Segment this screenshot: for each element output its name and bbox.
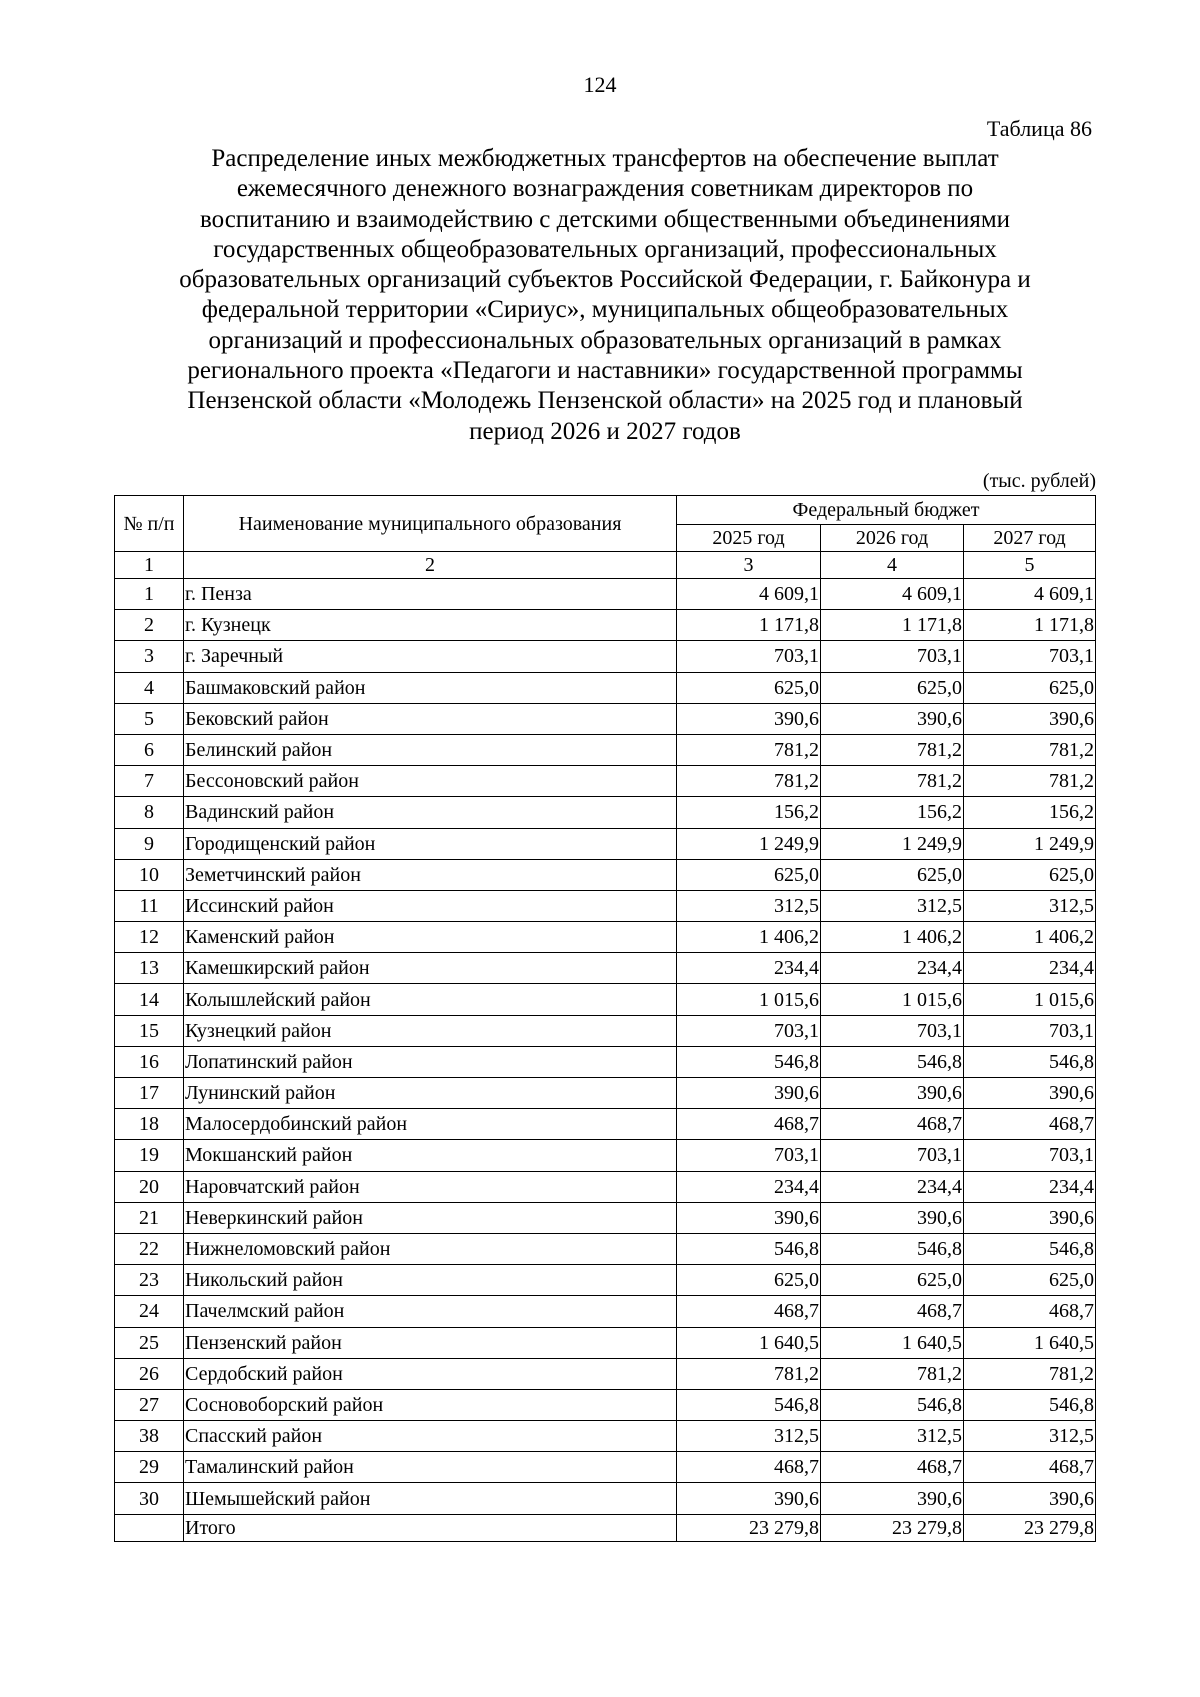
value-2025: 312,5 [677, 1421, 821, 1452]
value-2027: 390,6 [964, 1483, 1096, 1514]
row-name: г. Заречный [184, 641, 677, 672]
row-name: Белинский район [184, 734, 677, 765]
row-name: Спасский район [184, 1421, 677, 1452]
row-number: 12 [115, 922, 184, 953]
value-2025: 1 406,2 [677, 922, 821, 953]
table-row [115, 922, 1096, 953]
row-number: 17 [115, 1078, 184, 1109]
row-name: Пензенский район [184, 1327, 677, 1358]
value-2027: 1 015,6 [964, 984, 1096, 1015]
title-line: воспитанию и взаимодействию с детскими общественными объединениями [199, 205, 1011, 233]
value-2025: 1 171,8 [677, 610, 821, 641]
table-row [115, 1296, 1096, 1327]
value-2027: 468,7 [964, 1452, 1096, 1483]
row-number: 8 [115, 797, 184, 828]
value-2027: 468,7 [964, 1109, 1096, 1140]
header-group-federal-budget: Федеральный бюджет [677, 496, 1096, 525]
table-row [115, 1140, 1096, 1171]
table-label: Таблица 86 [986, 116, 1092, 141]
value-2026: 625,0 [821, 672, 964, 703]
units-label: (тыс. рублей) [982, 470, 1096, 492]
value-2026: 546,8 [821, 1389, 964, 1420]
title-line: Распределение иных межбюджетных трансфертов на обеспечение выплат [211, 145, 999, 172]
header-year-2026: 2026 год [821, 525, 964, 552]
value-2025: 546,8 [677, 1233, 821, 1264]
value-2026: 468,7 [821, 1452, 964, 1483]
value-2027: 703,1 [964, 1015, 1096, 1046]
value-2025: 625,0 [677, 672, 821, 703]
table-row [115, 1483, 1096, 1514]
row-number: 5 [115, 703, 184, 734]
row-name: Колышлейский район [184, 984, 677, 1015]
table-body [115, 579, 1096, 1515]
value-2026: 1 640,5 [821, 1327, 964, 1358]
value-2026: 312,5 [821, 890, 964, 921]
table-row [115, 610, 1096, 641]
value-2026: 781,2 [821, 734, 964, 765]
table-row [115, 1421, 1096, 1452]
value-2025: 546,8 [677, 1046, 821, 1077]
row-number: 2 [115, 610, 184, 641]
row-name: Каменский район [184, 922, 677, 953]
row-number: 9 [115, 828, 184, 859]
value-2027: 1 640,5 [964, 1327, 1096, 1358]
page-number: 124 [583, 72, 617, 97]
table-row [115, 1109, 1096, 1140]
table-row [115, 797, 1096, 828]
value-2027: 312,5 [964, 1421, 1096, 1452]
table-row [115, 703, 1096, 734]
table-row [115, 1046, 1096, 1077]
table-row [115, 859, 1096, 890]
table-row [115, 890, 1096, 921]
value-2025: 703,1 [677, 641, 821, 672]
table-row [115, 766, 1096, 797]
table-row [115, 1265, 1096, 1296]
value-2025: 703,1 [677, 1140, 821, 1171]
value-2025: 390,6 [677, 703, 821, 734]
value-2027: 468,7 [964, 1296, 1096, 1327]
row-name: Никольский район [184, 1265, 677, 1296]
row-number: 15 [115, 1015, 184, 1046]
title-line: регионального проекта «Педагоги и наставники» государственной программы [187, 357, 1023, 385]
table-row [115, 1233, 1096, 1264]
value-2026: 1 171,8 [821, 610, 964, 641]
title-line: государственных общеобразовательных организаций, профессиональных [213, 235, 997, 263]
value-2027: 781,2 [964, 766, 1096, 797]
table-row [115, 1015, 1096, 1046]
table-row [115, 1171, 1096, 1202]
row-name: Лунинский район [184, 1078, 677, 1109]
value-2025: 1 640,5 [677, 1327, 821, 1358]
row-number: 14 [115, 984, 184, 1015]
row-number: 6 [115, 734, 184, 765]
value-2027: 390,6 [964, 703, 1096, 734]
table-row [115, 672, 1096, 703]
row-name: г. Пенза [184, 579, 677, 610]
document-title [110, 144, 1100, 447]
total-row [115, 1514, 1096, 1541]
title-line: организаций и профессиональных образовательных организаций в рамках [208, 326, 1002, 354]
value-2026: 781,2 [821, 766, 964, 797]
row-name: Вадинский район [184, 797, 677, 828]
value-2026: 625,0 [821, 1265, 964, 1296]
header-year-2027: 2027 год [964, 525, 1096, 552]
row-number: 4 [115, 672, 184, 703]
value-2027: 546,8 [964, 1233, 1096, 1264]
value-2025: 468,7 [677, 1296, 821, 1327]
row-number: 30 [115, 1483, 184, 1514]
title-line: образовательных организаций субъектов Российской Федерации, г. Байконура и [179, 266, 1031, 294]
row-number: 18 [115, 1109, 184, 1140]
table-row [115, 734, 1096, 765]
value-2026: 234,4 [821, 1171, 964, 1202]
row-number: 29 [115, 1452, 184, 1483]
value-2026: 546,8 [821, 1233, 964, 1264]
row-name: Нижнеломовский район [184, 1233, 677, 1264]
value-2027: 156,2 [964, 797, 1096, 828]
value-2025: 1 015,6 [677, 984, 821, 1015]
value-2026: 703,1 [821, 641, 964, 672]
value-2025: 390,6 [677, 1078, 821, 1109]
row-number: 26 [115, 1358, 184, 1389]
title-line: период 2026 и 2027 годов [469, 417, 741, 445]
value-2025: 390,6 [677, 1483, 821, 1514]
value-2027: 625,0 [964, 672, 1096, 703]
value-2027: 703,1 [964, 641, 1096, 672]
table-row [115, 1389, 1096, 1420]
value-2025: 781,2 [677, 1358, 821, 1389]
row-number: 20 [115, 1171, 184, 1202]
row-number: 22 [115, 1233, 184, 1264]
value-2027: 781,2 [964, 1358, 1096, 1389]
row-name: Земетчинский район [184, 859, 677, 890]
value-2026: 1 015,6 [821, 984, 964, 1015]
total-label: Итого [184, 1514, 677, 1541]
value-2026: 781,2 [821, 1358, 964, 1389]
total-2026: 23 279,8 [821, 1514, 964, 1541]
row-number: 11 [115, 890, 184, 921]
value-2025: 781,2 [677, 766, 821, 797]
value-2026: 703,1 [821, 1140, 964, 1171]
budget-table [114, 495, 1096, 1542]
row-name: Пачелмский район [184, 1296, 677, 1327]
value-2026: 1 406,2 [821, 922, 964, 953]
value-2027: 1 406,2 [964, 922, 1096, 953]
value-2026: 234,4 [821, 953, 964, 984]
row-number: 38 [115, 1421, 184, 1452]
value-2026: 390,6 [821, 1483, 964, 1514]
table-row [115, 641, 1096, 672]
value-2027: 312,5 [964, 890, 1096, 921]
table-row [115, 1078, 1096, 1109]
table-row [115, 1358, 1096, 1389]
row-name: Бековский район [184, 703, 677, 734]
title-line: ежемесячного денежного вознаграждения советникам директоров по [236, 175, 974, 203]
table-row [115, 579, 1096, 610]
row-name: Сосновоборский район [184, 1389, 677, 1420]
header-col-name: Наименование муниципального образования [184, 496, 677, 552]
row-name: Башмаковский район [184, 672, 677, 703]
table-row [115, 1452, 1096, 1483]
row-name: Неверкинский район [184, 1202, 677, 1233]
row-number: 1 [115, 579, 184, 610]
row-name: Городищенский район [184, 828, 677, 859]
row-name: г. Кузнецк [184, 610, 677, 641]
value-2026: 703,1 [821, 1015, 964, 1046]
total-2025: 23 279,8 [677, 1514, 821, 1541]
value-2025: 234,4 [677, 1171, 821, 1202]
value-2027: 546,8 [964, 1389, 1096, 1420]
row-number: 16 [115, 1046, 184, 1077]
table-row [115, 1202, 1096, 1233]
row-number: 21 [115, 1202, 184, 1233]
row-name: Иссинский район [184, 890, 677, 921]
value-2027: 390,6 [964, 1202, 1096, 1233]
value-2026: 156,2 [821, 797, 964, 828]
value-2025: 546,8 [677, 1389, 821, 1420]
table-row [115, 984, 1096, 1015]
value-2027: 546,8 [964, 1046, 1096, 1077]
row-number: 10 [115, 859, 184, 890]
value-2025: 468,7 [677, 1109, 821, 1140]
value-2025: 468,7 [677, 1452, 821, 1483]
table-row [115, 1327, 1096, 1358]
value-2026: 625,0 [821, 859, 964, 890]
column-number: 1 [115, 552, 184, 579]
value-2026: 546,8 [821, 1046, 964, 1077]
value-2026: 468,7 [821, 1296, 964, 1327]
value-2027: 234,4 [964, 1171, 1096, 1202]
row-name: Тамалинский район [184, 1452, 677, 1483]
row-number: 13 [115, 953, 184, 984]
value-2027: 625,0 [964, 1265, 1096, 1296]
value-2026: 4 609,1 [821, 579, 964, 610]
row-name: Бессоновский район [184, 766, 677, 797]
row-name: Малосердобинский район [184, 1109, 677, 1140]
row-number: 24 [115, 1296, 184, 1327]
row-name: Шемышейский район [184, 1483, 677, 1514]
header-year-2025: 2025 год [677, 525, 821, 552]
row-name: Кузнецкий район [184, 1015, 677, 1046]
value-2025: 390,6 [677, 1202, 821, 1233]
value-2026: 1 249,9 [821, 828, 964, 859]
row-number: 7 [115, 766, 184, 797]
value-2027: 703,1 [964, 1140, 1096, 1171]
title-line: федеральной территории «Сириус», муниципальных общеобразовательных [201, 296, 1009, 324]
column-number: 3 [677, 552, 821, 579]
row-number: 23 [115, 1265, 184, 1296]
value-2026: 390,6 [821, 1078, 964, 1109]
value-2027: 390,6 [964, 1078, 1096, 1109]
value-2027: 4 609,1 [964, 579, 1096, 610]
row-name: Мокшанский район [184, 1140, 677, 1171]
row-number: 19 [115, 1140, 184, 1171]
row-number: 27 [115, 1389, 184, 1420]
value-2025: 625,0 [677, 859, 821, 890]
value-2025: 234,4 [677, 953, 821, 984]
value-2026: 468,7 [821, 1109, 964, 1140]
value-2027: 234,4 [964, 953, 1096, 984]
total-no-cell [115, 1514, 184, 1541]
row-name: Сердобский район [184, 1358, 677, 1389]
value-2027: 625,0 [964, 859, 1096, 890]
table-row [115, 953, 1096, 984]
value-2025: 1 249,9 [677, 828, 821, 859]
value-2026: 312,5 [821, 1421, 964, 1452]
row-number: 25 [115, 1327, 184, 1358]
value-2027: 1 171,8 [964, 610, 1096, 641]
row-name: Наровчатский район [184, 1171, 677, 1202]
column-number: 4 [821, 552, 964, 579]
total-2027: 23 279,8 [964, 1514, 1096, 1541]
value-2025: 312,5 [677, 890, 821, 921]
header-col-no: № п/п [115, 496, 184, 552]
value-2026: 390,6 [821, 703, 964, 734]
value-2025: 703,1 [677, 1015, 821, 1046]
column-number: 2 [184, 552, 677, 579]
table-row [115, 828, 1096, 859]
value-2027: 781,2 [964, 734, 1096, 765]
row-number: 3 [115, 641, 184, 672]
title-line: Пензенской области «Молодежь Пензенской области» на 2025 год и плановый [187, 387, 1023, 415]
value-2025: 781,2 [677, 734, 821, 765]
column-number: 5 [964, 552, 1096, 579]
value-2025: 4 609,1 [677, 579, 821, 610]
value-2026: 390,6 [821, 1202, 964, 1233]
value-2025: 625,0 [677, 1265, 821, 1296]
row-name: Лопатинский район [184, 1046, 677, 1077]
row-name: Камешкирский район [184, 953, 677, 984]
value-2027: 1 249,9 [964, 828, 1096, 859]
value-2025: 156,2 [677, 797, 821, 828]
